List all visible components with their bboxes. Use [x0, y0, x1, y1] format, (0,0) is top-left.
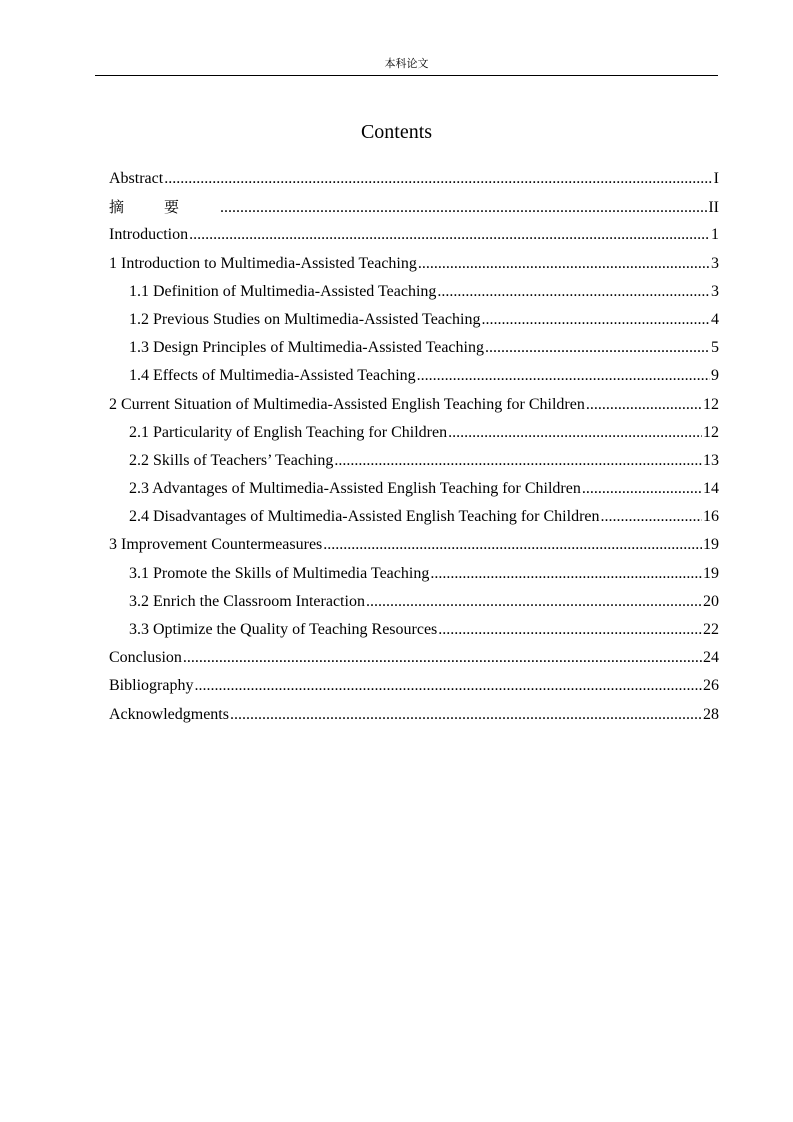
toc-entry-label: 1.2 Previous Studies on Multimedia-Assisted Teaching: [129, 310, 481, 328]
toc-entry-label: 2.3 Advantages of Multimedia-Assisted English Teaching for Children: [129, 480, 581, 498]
dot-leader: [417, 362, 710, 390]
table-of-contents: [109, 165, 719, 729]
toc-entry-page-number: 4: [711, 310, 719, 328]
toc-entry[interactable]: [109, 362, 719, 390]
toc-entry-page-number: 19: [703, 564, 719, 582]
dot-leader: [323, 531, 702, 559]
toc-entry-label: 1 Introduction to Multimedia-Assisted Teaching: [109, 254, 417, 272]
toc-entry-page-number: I: [713, 170, 719, 187]
toc-entry[interactable]: [109, 475, 719, 503]
dot-leader: [582, 475, 702, 503]
toc-entry-page-number: 12: [703, 395, 719, 413]
toc-entry-label: 1.3 Design Principles of Multimedia-Assisted Teaching: [129, 339, 484, 357]
toc-entry[interactable]: [109, 701, 719, 729]
page-header: [95, 0, 718, 76]
toc-entry-label: 3 Improvement Countermeasures: [109, 536, 323, 554]
toc-entry[interactable]: [109, 221, 719, 249]
toc-entry[interactable]: [109, 560, 719, 588]
toc-entry[interactable]: [109, 672, 719, 700]
toc-entry-label: 3.1 Promote the Skills of Multimedia Teaching: [129, 564, 430, 582]
toc-entry-label: Acknowledgments: [109, 705, 229, 723]
dot-leader: [189, 221, 710, 249]
toc-entry-page-number: II: [708, 199, 719, 217]
toc-entry[interactable]: [109, 165, 719, 193]
toc-entry-page-number: 22: [703, 621, 719, 638]
toc-entry-page-number: 3: [711, 282, 719, 300]
toc-entry-page-number: 14: [703, 480, 719, 498]
toc-entry[interactable]: [109, 588, 719, 616]
toc-entry-label: Abstract: [109, 170, 164, 187]
toc-entry[interactable]: [109, 447, 719, 475]
toc-entry[interactable]: [109, 250, 719, 278]
dot-leader: [438, 616, 702, 644]
toc-entry[interactable]: [109, 334, 719, 362]
dot-leader: [194, 672, 702, 700]
dot-leader: [485, 334, 710, 362]
toc-entry-page-number: 3: [711, 254, 719, 272]
toc-entry[interactable]: [109, 503, 719, 531]
toc-entry-page-number: 12: [703, 423, 719, 441]
header-text: 本科论文: [384, 57, 429, 70]
dot-leader: [586, 391, 702, 419]
toc-entry-label: 2.1 Particularity of English Teaching for Children: [129, 423, 448, 441]
toc-entry-label: Conclusion: [109, 649, 182, 667]
toc-entry-page-number: 1: [711, 226, 719, 244]
toc-entry[interactable]: [109, 419, 719, 447]
dot-leader: [430, 560, 702, 588]
dot-leader: [230, 701, 702, 729]
toc-entry-page-number: 28: [703, 705, 719, 723]
dot-leader: [601, 503, 703, 531]
dot-leader: [164, 165, 712, 193]
dot-leader: [183, 644, 702, 672]
toc-entry[interactable]: [109, 391, 719, 419]
toc-entry-page-number: 24: [703, 649, 719, 667]
toc-entry-label: 2 Current Situation of Multimedia-Assisted English Teaching for Children: [109, 395, 585, 413]
toc-entry-page-number: 13: [703, 451, 719, 469]
dot-leader: [418, 250, 710, 278]
toc-entry-label: 2.4 Disadvantages of Multimedia-Assisted English Teaching for Children: [129, 508, 600, 526]
toc-entry-page-number: 16: [703, 508, 719, 526]
toc-entry[interactable]: [109, 531, 719, 559]
toc-entry[interactable]: [109, 616, 719, 644]
dot-leader: [366, 588, 702, 616]
dot-leader: [334, 447, 702, 475]
toc-entry-label: 3.2 Enrich the Classroom Interaction: [129, 592, 365, 610]
toc-entry-page-number: 26: [703, 677, 719, 695]
dot-leader: [448, 419, 702, 447]
toc-entry[interactable]: [109, 278, 719, 306]
toc-entry[interactable]: [109, 644, 719, 672]
toc-entry-page-number: 9: [711, 367, 719, 385]
toc-entry-label: 1.1 Definition of Multimedia-Assisted Teaching: [129, 282, 437, 300]
toc-entry-label: 1.4 Effects of Multimedia-Assisted Teaching: [129, 367, 416, 385]
toc-entry[interactable]: [109, 306, 719, 334]
toc-entry-label: Introduction: [109, 226, 189, 244]
toc-entry-label: 摘要: [109, 198, 220, 217]
toc-entry-page-number: 5: [711, 339, 719, 357]
toc-entry-label: Bibliography: [109, 677, 194, 695]
toc-entry-label: 2.2 Skills of Teachers’ Teaching: [129, 451, 334, 469]
dot-leader: [481, 306, 710, 334]
toc-entry-page-number: 19: [703, 536, 719, 554]
dot-leader: [437, 278, 710, 306]
toc-entry-page-number: 20: [703, 592, 719, 610]
dot-leader: [220, 194, 707, 222]
toc-title: Contents: [360, 121, 433, 143]
toc-entry-label: 3.3 Optimize the Quality of Teaching Resources: [129, 621, 438, 638]
toc-entry[interactable]: [109, 193, 719, 221]
